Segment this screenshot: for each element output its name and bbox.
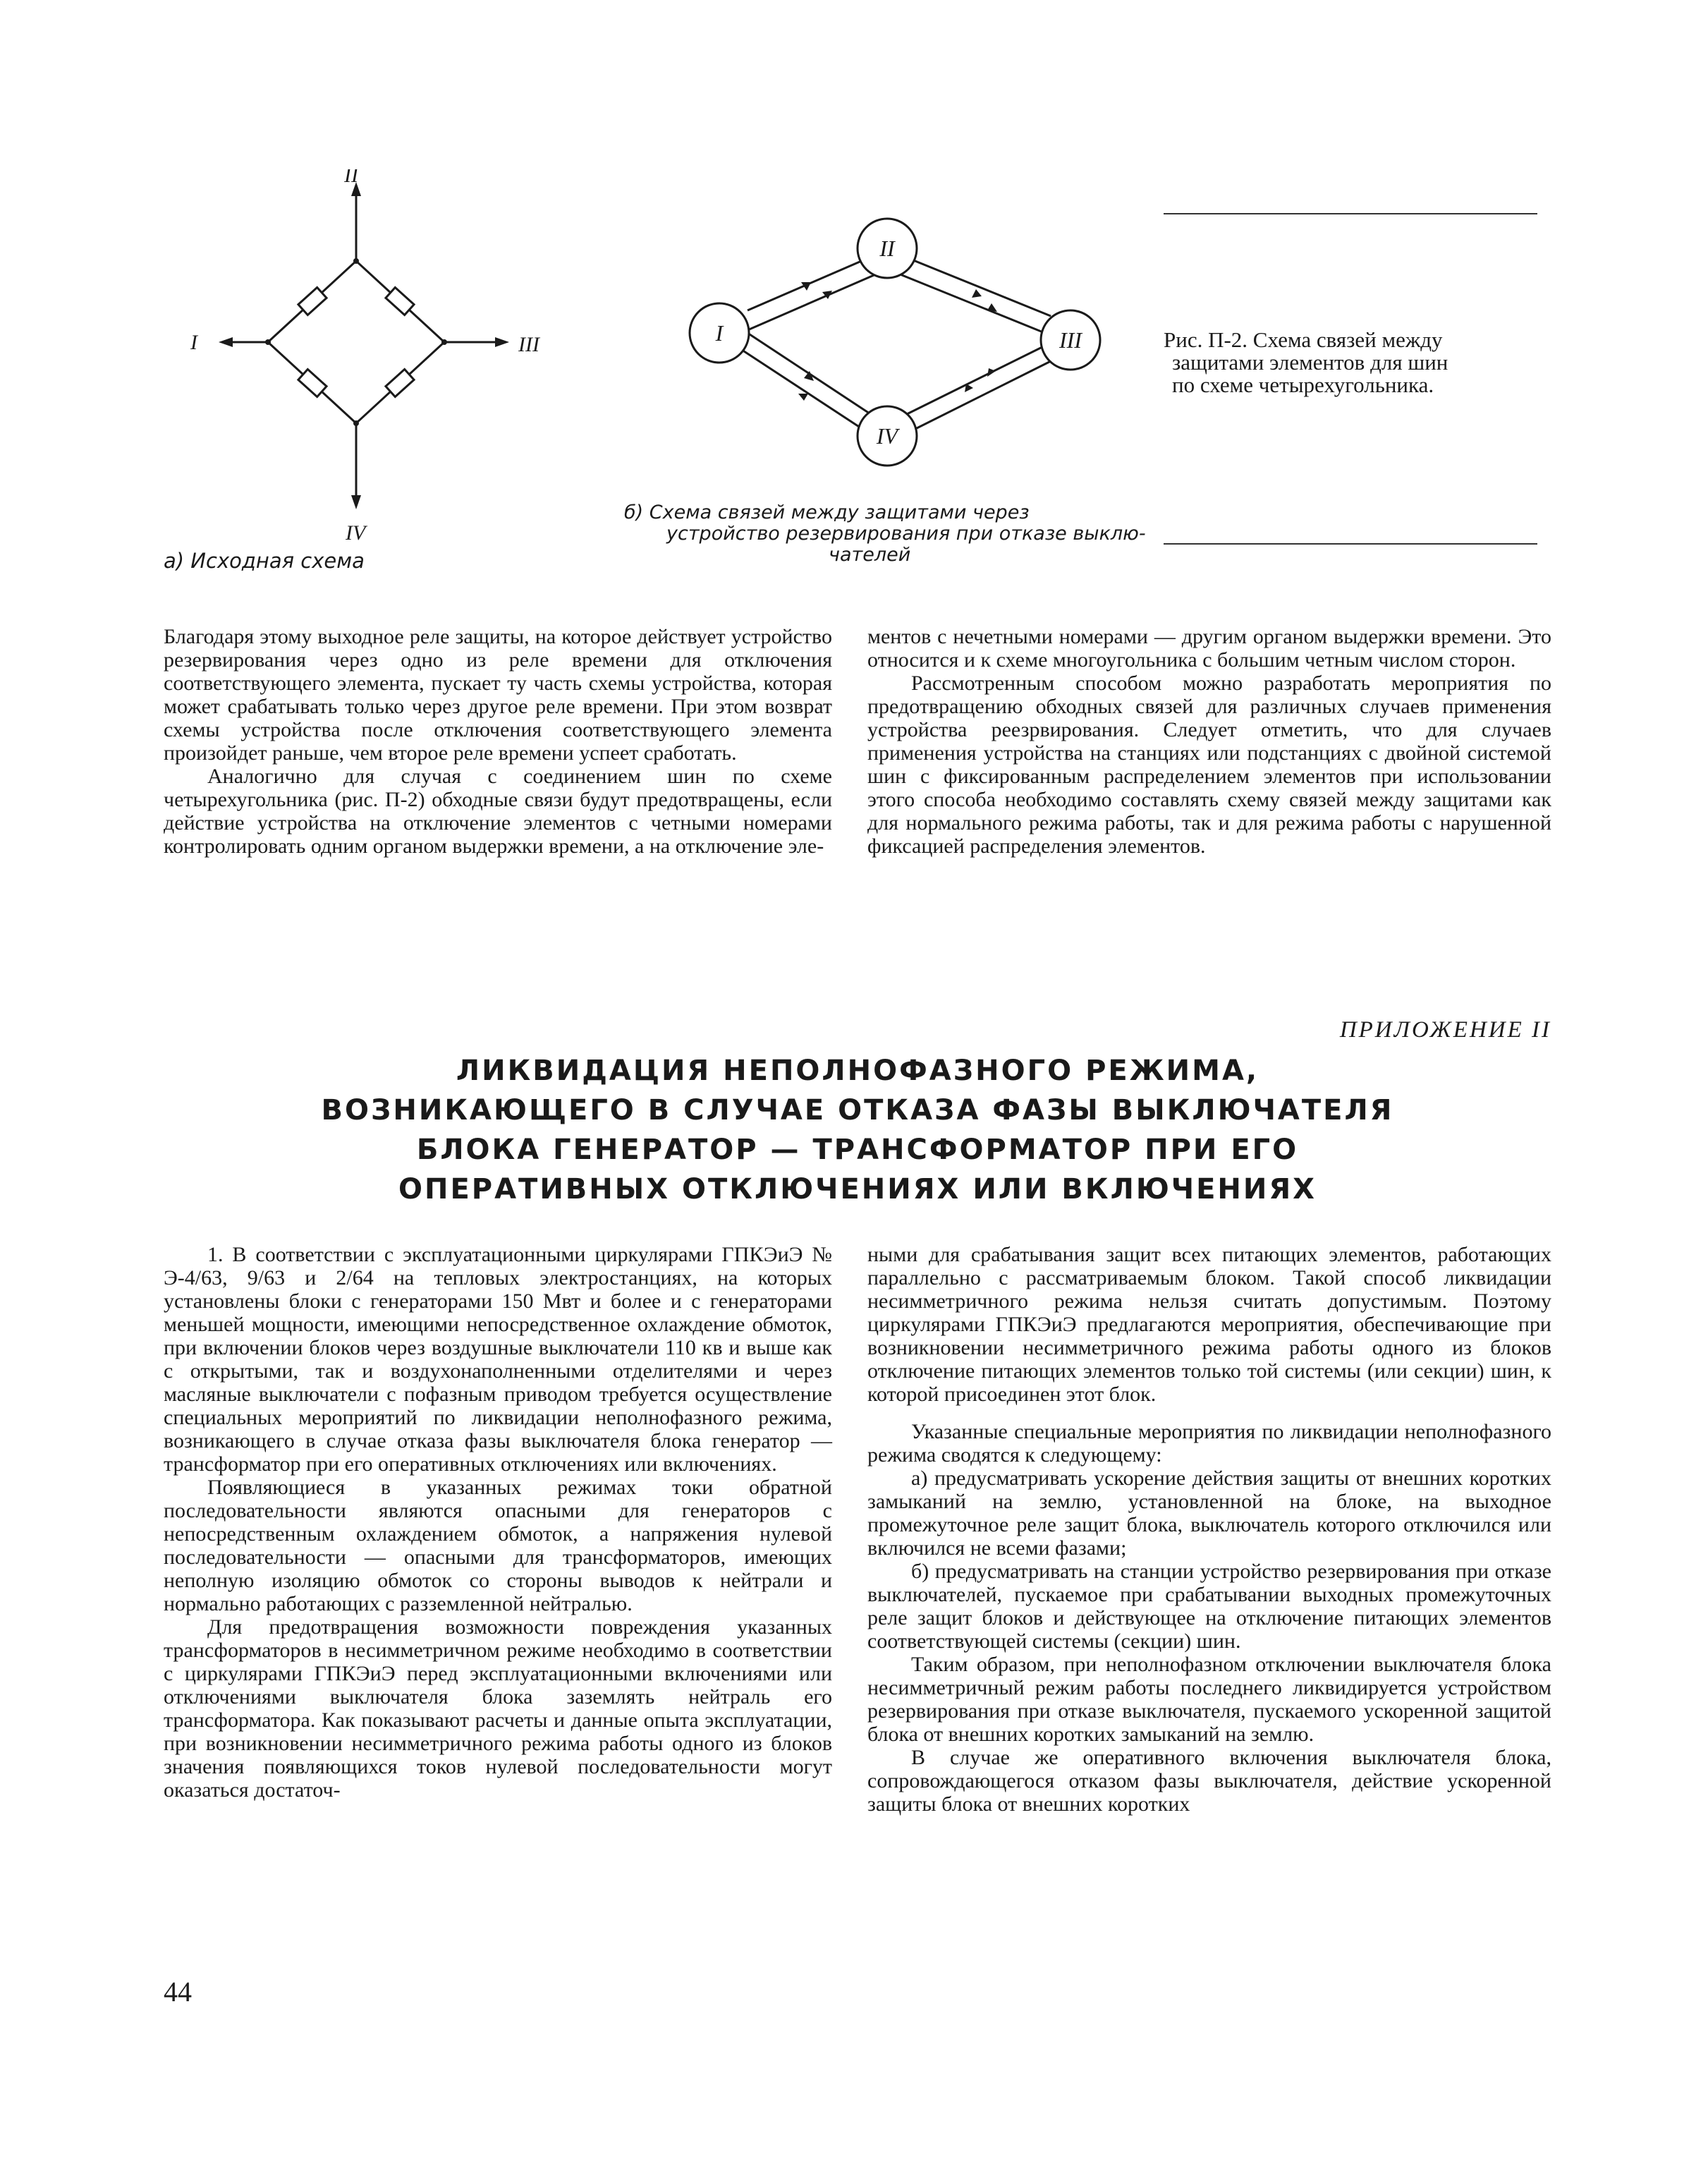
paragraph: ментов с нечетными номерами — другим органом выдержки времени. Это относится и к схеме многоугольника с большим четным числом сторон. xyxy=(867,625,1551,672)
paragraph: Благодаря этому выходное реле защиты, на которое действует устройство резервирования через одно из реле времени для отключения соответствующего элемента, пускает ту часть схемы устройства, которая может срабатывать только через другое реле времени. При этом возврат схемы устройства после отключения соответствующего элемента произойдет раньше, чем второе реле времени успеет сработать. xyxy=(164,625,832,765)
paragraph: б) предусматривать на станции устройство резервирования при отказе выключателей, пускаемое при срабатывании выходных промежуточных реле защит блоков и действующее на отключение питающих элементов соответствующей системы (секции) шин. xyxy=(867,1560,1551,1653)
figure-caption-line1: Рис. П-2. Схема связей между xyxy=(1164,327,1443,352)
diagram-a-caption: а) Исходная схема xyxy=(164,549,365,573)
node-label-iv: IV xyxy=(346,521,366,545)
paragraph: В случае же оперативного включения выключателя блока, сопровождающегося отказом фазы выключателя, действие ускоренной защиты блока от внешних коротких xyxy=(867,1746,1551,1816)
diagram-a xyxy=(169,169,564,571)
title-line: ОПЕРАТИВНЫХ ОТКЛЮЧЕНИЯХ ИЛИ ВКЛЮЧЕНИЯХ xyxy=(398,1173,1317,1206)
upper-right-column xyxy=(867,625,1551,858)
node-label-iv: IV xyxy=(876,423,898,449)
title-line: ВОЗНИКАЮЩЕГО В СЛУЧАЕ ОТКАЗА ФАЗЫ ВЫКЛЮЧАТЕЛЯ xyxy=(321,1094,1394,1127)
diagram-b-caption-line2: устройство резервирования при отказе выклю- xyxy=(666,523,1146,545)
paragraph: Рассмотренным способом можно разработать мероприятия по предотвращению обходных связей для различных случаев применения устройства реезрвирования. Следует отметить, что для случаев применения устройства на станциях или подстанциях с двойной системой шин с фиксированным распределением элементов при использовании этого способа необходимо составлять схему связей между защитами как для нормального режима работы, так и для режима работы с нарушенной фиксацией распределения элементов. xyxy=(867,672,1551,858)
figure-caption-line2: защитами элементов для шин xyxy=(1172,350,1448,375)
caption-rule-bottom xyxy=(1164,543,1537,545)
figure-caption xyxy=(1164,329,1448,396)
diagram-b-caption-line1: б) Схема связей между защитами через xyxy=(624,502,1030,523)
paragraph: 1. В соответствии с эксплуатационными циркулярами ГПКЭиЭ № Э-4/63, 9/63 и 2/64 на тепловых электростанциях, на которых установлены блоки с генераторами 150 Мвт и более и с генераторами меньшей мощности, имеющими непосредственное охлаждение обмоток, при включении блоков через воздушные выключатели 110 кв и выше как с открытыми, так и воздухонаполненными отделителями и через масляные выключатели с пофазным приводом требуется осуществление специальных мероприятий по ликвидации неполнофазного режима, возникающего в случае отказа фазы выключателя блока генератор — трансформатор при его оперативных отключениях или включениях. xyxy=(164,1243,832,1476)
paragraph: Таким образом, при неполнофазном отключении выключателя блока несимметричный режим работы последнего ликвидируется устройством резервирования при отказе выключателя, пускаемого ускоренной защитой блока от внешних коротких замыканий на землю. xyxy=(867,1653,1551,1746)
paragraph: ными для срабатывания защит всех питающих элементов, работающих параллельно с рассматриваемым блоком. Такой способ ликвидации несимметричного режима нельзя считать допустимым. Поэтому циркулярами ГПКЭиЭ предлагаются мероприятия, обеспечивающие при возникновении несимметричного режима работы одного из блоков отключение питающих элементов только той системы (или секции) шин, к которой присоединен этот блок. xyxy=(867,1243,1551,1406)
title-line: ЛИКВИДАЦИЯ НЕПОЛНОФАЗНОГО РЕЖИМА, xyxy=(456,1055,1259,1087)
caption-rule-top xyxy=(1164,213,1537,214)
lower-right-column xyxy=(867,1243,1551,1816)
paragraph: Указанные специальные мероприятия по ликвидации неполнофазного режима сводятся к следующему: xyxy=(867,1420,1551,1467)
node-label-ii: II xyxy=(879,236,895,261)
paragraph: Аналогично для случая с соединением шин по схеме четырехугольника (рис. П-2) обходные связи будут предотвращены, если действие устройства на отключение элементов с четными номерами контролировать одним органом выдержки времени, а на отключение эле- xyxy=(164,765,832,858)
lower-left-column xyxy=(164,1243,832,1802)
node-label-iii: III xyxy=(1059,327,1082,353)
title-line: БЛОКА ГЕНЕРАТОР — ТРАНСФОРМАТОР ПРИ ЕГО xyxy=(416,1134,1299,1166)
figure-caption-line3: по схеме четырехугольника. xyxy=(1172,372,1434,397)
diagram-b xyxy=(677,212,1142,480)
page-number: 44 xyxy=(164,1976,192,2008)
node-label-i: I xyxy=(190,331,197,354)
upper-left-column xyxy=(164,625,832,858)
section-title xyxy=(164,1051,1551,1209)
paragraph: Для предотвращения возможности повреждения указанных трансформаторов в несимметричном режиме необходимо в соответствии с циркулярами ГПКЭиЭ перед эксплуатационными включениями или отключениями выключателя блока заземлять нейтраль его трансформатора. Как показывают расчеты и данные опыта эксплуатации, при возникновении несимметричного режима работы одного из блоков значения появляющихся токов нулевой последовательности могут оказаться достаточ- xyxy=(164,1615,832,1802)
node-label-iii: III xyxy=(518,333,539,356)
paragraph: а) предусматривать ускорение действия защиты от внешних коротких замыканий на землю, установленной на блоке, на выходное промежуточное реле защит блока, выключатель которого отключился или включился не всеми фазами; xyxy=(867,1467,1551,1560)
appendix-label: ПРИЛОЖЕНИЕ II xyxy=(1339,1017,1551,1043)
diagram-b-caption-line3: чателей xyxy=(829,544,911,566)
node-label-i: I xyxy=(715,320,724,346)
diagram-b-caption xyxy=(624,502,1146,566)
paragraph: Появляющиеся в указанных режимах токи обратной последовательности являются опасными для генераторов с непосредственным охлаждением обмоток, а напряжения нулевой последовательности — опасными для трансформаторов, имеющих неполную изоляцию обмоток со стороны выводов к нейтрали и нормально работающих с разземленной нейтралью. xyxy=(164,1476,832,1615)
node-label-ii: II xyxy=(344,169,358,187)
